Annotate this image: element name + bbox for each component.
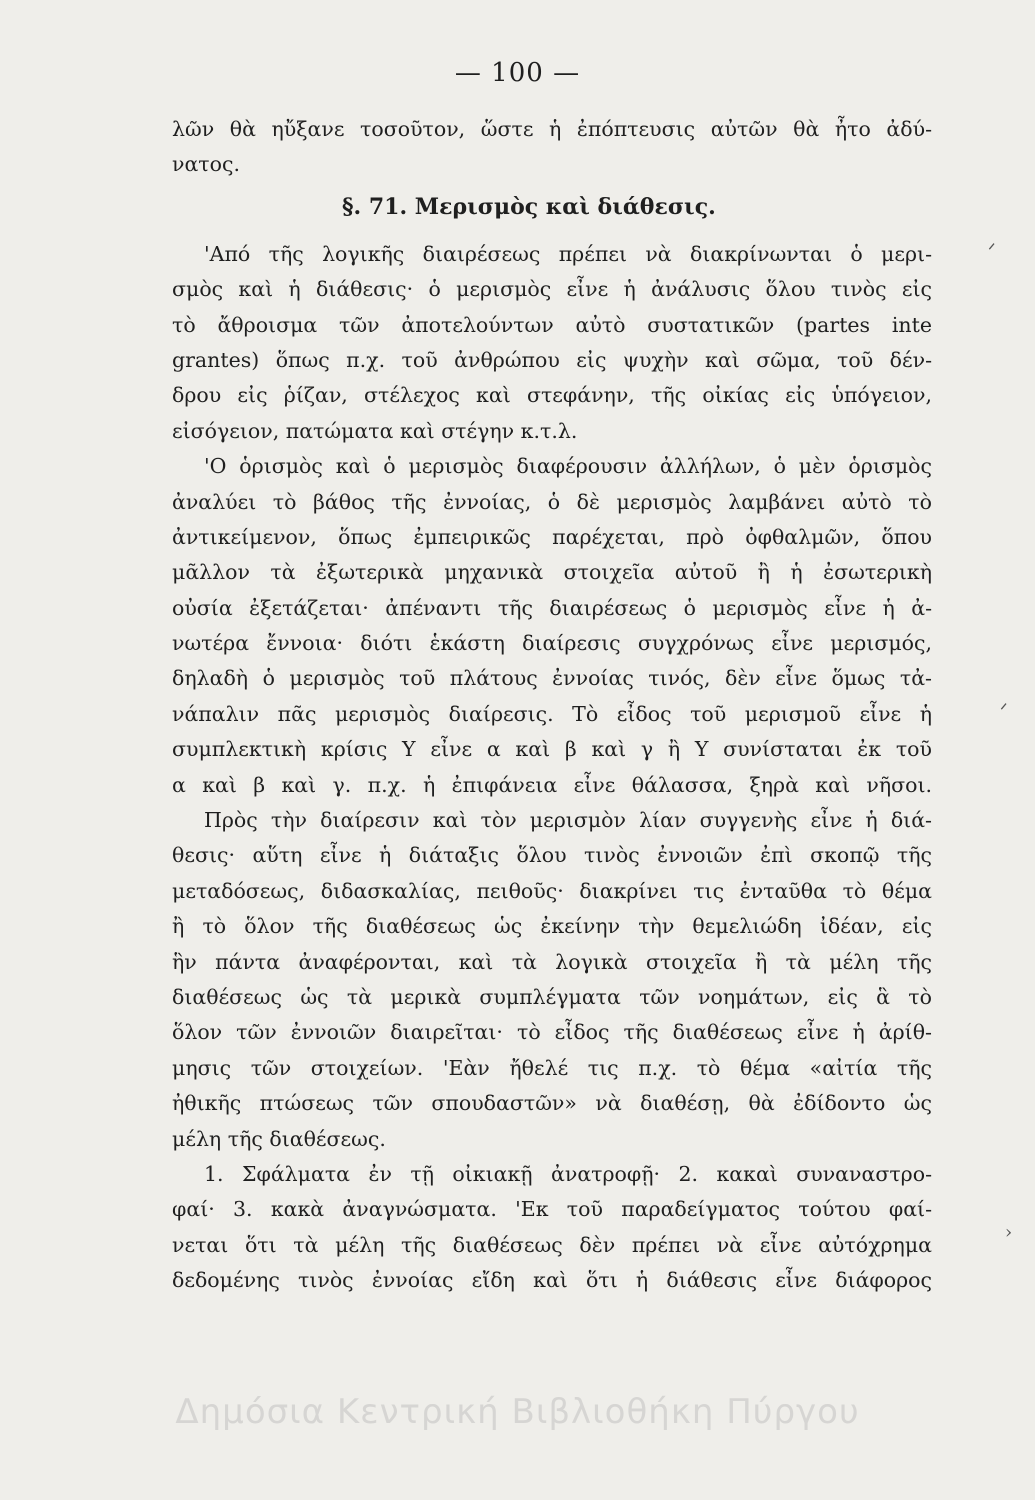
text-line: ἣν πάντα ἀναφέρονται, καὶ τὰ λογικὰ στοιχεῖα ἢ τὰ μέλη τῆς — [172, 949, 932, 974]
margin-mark: ᐟ — [1000, 700, 1008, 721]
text-line: θεσις· αὕτη εἶνε ἡ διάταξις ὅλου τινὸς ἐννοιῶν ἐπὶ σκοπῷ τῆς — [172, 843, 932, 868]
text-line: δηλαδὴ ὁ μερισμὸς τοῦ πλάτους ἐννοίας τινός, δὲν εἶνε ὅμως τἀ- — [172, 666, 932, 691]
text-line: μησις τῶν στοιχείων. 'Εὰν ἤθελέ τις π.χ. τὸ θέμα «αἰτία τῆς — [172, 1055, 932, 1080]
text-line: οὐσία ἐξετάζεται· ἀπέναντι τῆς διαιρέσεως ὁ μερισμὸς εἶνε ἡ ἀ- — [172, 595, 932, 620]
text-line: α καὶ β καὶ γ. π.χ. ἡ ἐπιφάνεια εἶνε θάλασσα, ξηρὰ καὶ νῆσοι. — [172, 772, 932, 797]
text-line: εἰσόγειον, πατώματα καὶ στέγην κ.τ.λ. — [172, 418, 578, 443]
text-line: 'Από τῆς λογικῆς διαιρέσεως πρέπει νὰ διακρίνωνται ὁ μερι- — [204, 241, 932, 266]
page-text — [172, 112, 932, 1299]
text-line: νατος. — [172, 152, 240, 177]
text-line: 'Ο ὁρισμὸς καὶ ὁ μερισμὸς διαφέρουσιν ἀλλήλων, ὁ μὲν ὁρισμὸς — [204, 454, 932, 479]
text-line: φαί· 3. κακὰ ἀναγνώσματα. 'Εκ τοῦ παραδείγματος τούτου φαί- — [172, 1197, 932, 1222]
text-line: ἢ τὸ ὅλον τῆς διαθέσεως ὡς ἐκείνην τὴν θεμελιώδη ἰδέαν, εἰς — [172, 914, 932, 939]
section-heading: §. 71. Μερισμὸς καὶ διάθεσις. — [342, 193, 716, 220]
text-line: διαθέσεως ὡς τὰ μερικὰ συμπλέγματα τῶν νοημάτων, εἰς ἃ τὸ — [172, 984, 932, 1009]
text-line: τὸ ἄθροισμα τῶν ἀποτελούντων αὐτὸ συστατικῶν (partes inte — [172, 312, 932, 337]
margin-mark: › — [1005, 1222, 1013, 1243]
text-line: νεται ὅτι τὰ μέλη τῆς διαθέσεως δὲν πρέπει νὰ εἶνε αὐτόχρημα — [172, 1232, 932, 1257]
text-line: συμπλεκτικὴ κρίσις Υ εἶνε α καὶ β καὶ γ ἢ Υ συνίσταται ἐκ τοῦ — [172, 737, 932, 762]
text-line: 1. Σφάλματα ἐν τῇ οἰκιακῇ ἀνατροφῇ· 2. κακαὶ συναναστρο- — [204, 1161, 932, 1186]
text-line: λῶν θὰ ηὔξανε τοσοῦτον, ὥστε ἡ ἐπόπτευσις αὐτῶν θὰ ἦτο ἀδύ- — [172, 117, 932, 141]
margin-mark: ᐟ — [988, 240, 996, 261]
page-number: — 100 — — [454, 58, 581, 88]
text-line: Πρὸς τὴν διαίρεσιν καὶ τὸν μερισμὸν λίαν συγγενὴς εἶνε ἡ διά- — [204, 808, 932, 833]
text-line: μᾶλλον τὰ ἐξωτερικὰ μηχανικὰ στοιχεῖα αὐτοῦ ἢ ἡ ἐσωτερικὴ — [172, 560, 932, 585]
text-line: δρου εἰς ῥίζαν, στέλεχος καὶ στεφάνην, τῆς οἰκίας εἰς ὑπόγειον, — [172, 383, 932, 408]
text-line: μέλη τῆς διαθέσεως. — [172, 1126, 386, 1151]
text-line: σμὸς καὶ ἡ διάθεσις· ὁ μερισμὸς εἶνε ἡ ἀνάλυσις ὅλου τινὸς εἰς — [172, 277, 932, 302]
text-line: νάπαλιν πᾶς μερισμὸς διαίρεσις. Τὸ εἶδος τοῦ μερισμοῦ εἶνε ἡ — [172, 701, 932, 726]
text-line: νωτέρα ἔννοια· διότι ἑκάστη διαίρεσις συγχρόνως εἶνε μερισμός, — [172, 631, 932, 656]
text-line: ἀναλύει τὸ βάθος τῆς ἐννοίας, ὁ δὲ μερισμὸς λαμβάνει αὐτὸ τὸ — [172, 489, 932, 514]
text-line: δεδομένης τινὸς ἐννοίας εἴδη καὶ ὅτι ἡ διάθεσις εἶνε διάφορος — [172, 1268, 932, 1293]
text-line: grantes) ὅπως π.χ. τοῦ ἀνθρώπου εἰς ψυχὴν καὶ σῶμα, τοῦ δέν- — [172, 347, 932, 372]
text-line: μεταδόσεως, διδασκαλίας, πειθοῦς· διακρίνει τις ἐνταῦθα τὸ θέμα — [172, 878, 932, 903]
text-line: ἠθικῆς πτώσεως τῶν σπουδαστῶν» νὰ διαθέσῃ, θὰ ἐδίδοντο ὡς — [172, 1091, 932, 1116]
library-watermark: Δημόσια Κεντρική Βιβλιοθήκη Πύργου — [175, 1392, 860, 1432]
text-line: ἀντικείμενον, ὅπως ἐμπειρικῶς παρέχεται, πρὸ ὀφθαλμῶν, ὅπου — [172, 524, 932, 549]
text-line: ὅλον τῶν ἐννοιῶν διαιρεῖται· τὸ εἶδος τῆς διαθέσεως εἶνε ἡ ἀρίθ- — [172, 1020, 932, 1045]
